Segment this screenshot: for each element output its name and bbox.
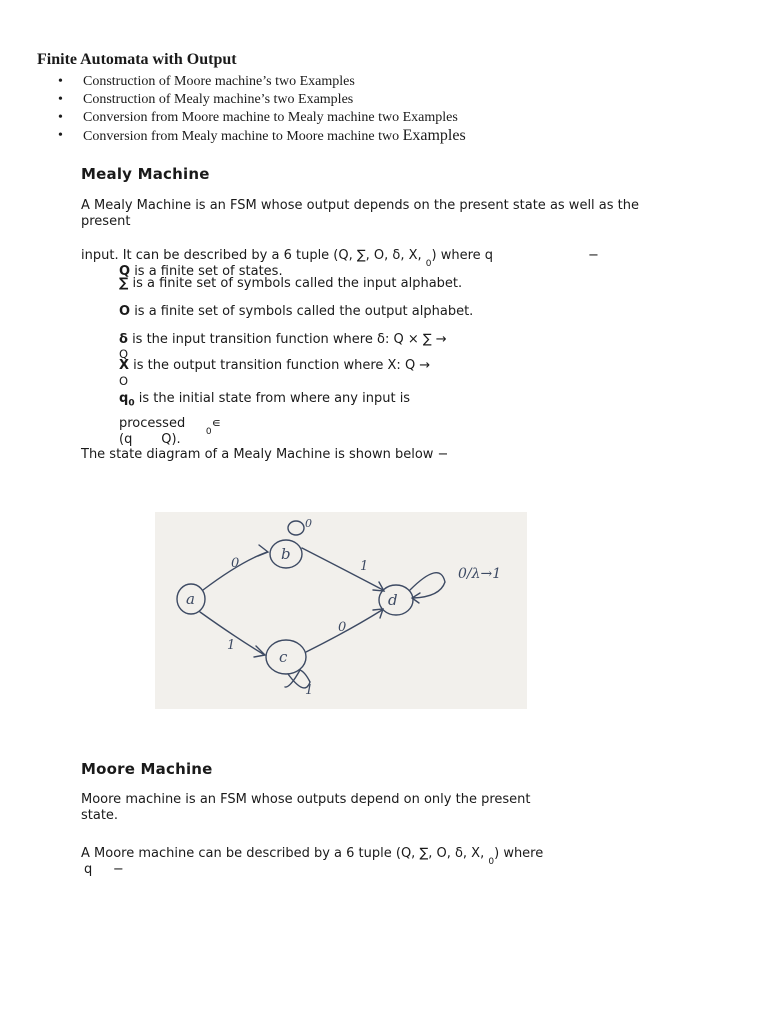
def-q-text: is a finite set of states.: [130, 264, 283, 279]
edge-bd-label: 1: [360, 559, 369, 574]
processed-subscript: 0: [205, 426, 212, 437]
def-q0-text: is the initial state from where any input is: [134, 391, 411, 406]
mealy-tuple-line: [81, 248, 494, 269]
state-a-label: a: [186, 590, 195, 608]
moore-tuple-text: A Moore machine can be described by a 6 tuple (Q, ∑, O, δ, X,: [81, 846, 485, 861]
mealy-state-diagram-image: [155, 512, 527, 709]
list-item: [56, 127, 466, 145]
moore-q-line: q −: [84, 862, 124, 877]
list-item-text: Conversion from Mealy machine to Moore machine two: [83, 129, 403, 144]
processed-line: [119, 416, 221, 437]
list-item: [56, 73, 466, 91]
mealy-intro-line2: present: [81, 214, 131, 229]
tuple-text: input. It can be described by a 6 tuple (Q, ∑, O, δ, X,: [81, 248, 422, 263]
def-sigma-text: is a finite set of symbols called the input alphabet.: [128, 276, 463, 291]
processed-text: processed: [119, 416, 186, 431]
moore-tuple-line: [81, 846, 544, 867]
list-item: [56, 109, 466, 127]
symbol-sigma: ∑: [119, 276, 129, 291]
moore-tuple-end: ) where: [494, 846, 544, 861]
state-d-label: d: [388, 591, 398, 609]
symbol-o: O: [119, 304, 131, 319]
mealy-tuple-dash: −: [588, 248, 599, 263]
mealy-intro-line1: A Mealy Machine is an FSM whose output depends on the present state as well as the: [81, 198, 640, 213]
state-c-label: c: [279, 648, 288, 666]
edge-ac-label: 1: [227, 638, 236, 653]
list-item-emphasis: Examples: [402, 127, 466, 144]
list-item: [56, 91, 466, 109]
document-title: Finite Automata with Output: [37, 51, 237, 68]
def-x-text: is the output transition function where X: Q →: [129, 358, 431, 373]
symbol-delta: δ: [119, 332, 128, 347]
moore-intro-line1: Moore machine is an FSM whose outputs depend on only the present: [81, 792, 531, 807]
def-delta-text: is the input transition function where δ: Q × ∑ →: [127, 332, 447, 347]
symbol-q: Q: [119, 264, 131, 279]
symbol-q0: q: [119, 391, 129, 406]
moore-tuple-subscript: 0: [488, 856, 495, 867]
diagram-intro: The state diagram of a Mealy Machine is shown below −: [81, 447, 449, 462]
def-o-text: is a finite set of symbols called the output alphabet.: [130, 304, 474, 319]
def-delta: [119, 332, 447, 347]
def-o: [119, 304, 473, 319]
list-item-text: Construction of Mealy machine’s two Examples: [83, 92, 354, 107]
state-diagram-drawing: [155, 512, 527, 709]
tuple-end: ) where q: [431, 248, 494, 263]
moore-intro-line2: state.: [81, 808, 119, 823]
topic-list: [56, 73, 466, 145]
symbol-q0-subscript: 0: [128, 398, 135, 409]
def-x: [119, 358, 430, 373]
def-x-cont: O: [119, 374, 129, 388]
edge-dd-label: 0/λ→1: [458, 566, 502, 582]
state-b-label: b: [281, 545, 291, 563]
edge-ab-label: 0: [231, 556, 240, 571]
mealy-heading: Mealy Machine: [81, 165, 210, 183]
element-of-symbol: ∊: [211, 416, 221, 431]
edge-cd-label: 0: [338, 620, 347, 635]
def-delta-cont: Q: [119, 347, 129, 361]
list-item-text: Construction of Moore machine’s two Examples: [83, 74, 355, 89]
def-sigma: [119, 276, 462, 291]
list-item-text: Conversion from Moore machine to Mealy machine two Examples: [83, 110, 458, 125]
edge-cc-label: 1: [305, 683, 314, 698]
state-b-output: 0: [305, 517, 312, 530]
moore-heading: Moore Machine: [81, 760, 213, 778]
processed-cont: (q Q).: [119, 432, 181, 447]
def-q0: [119, 391, 410, 409]
symbol-x: X: [119, 358, 130, 373]
tuple-subscript: 0: [425, 258, 432, 269]
